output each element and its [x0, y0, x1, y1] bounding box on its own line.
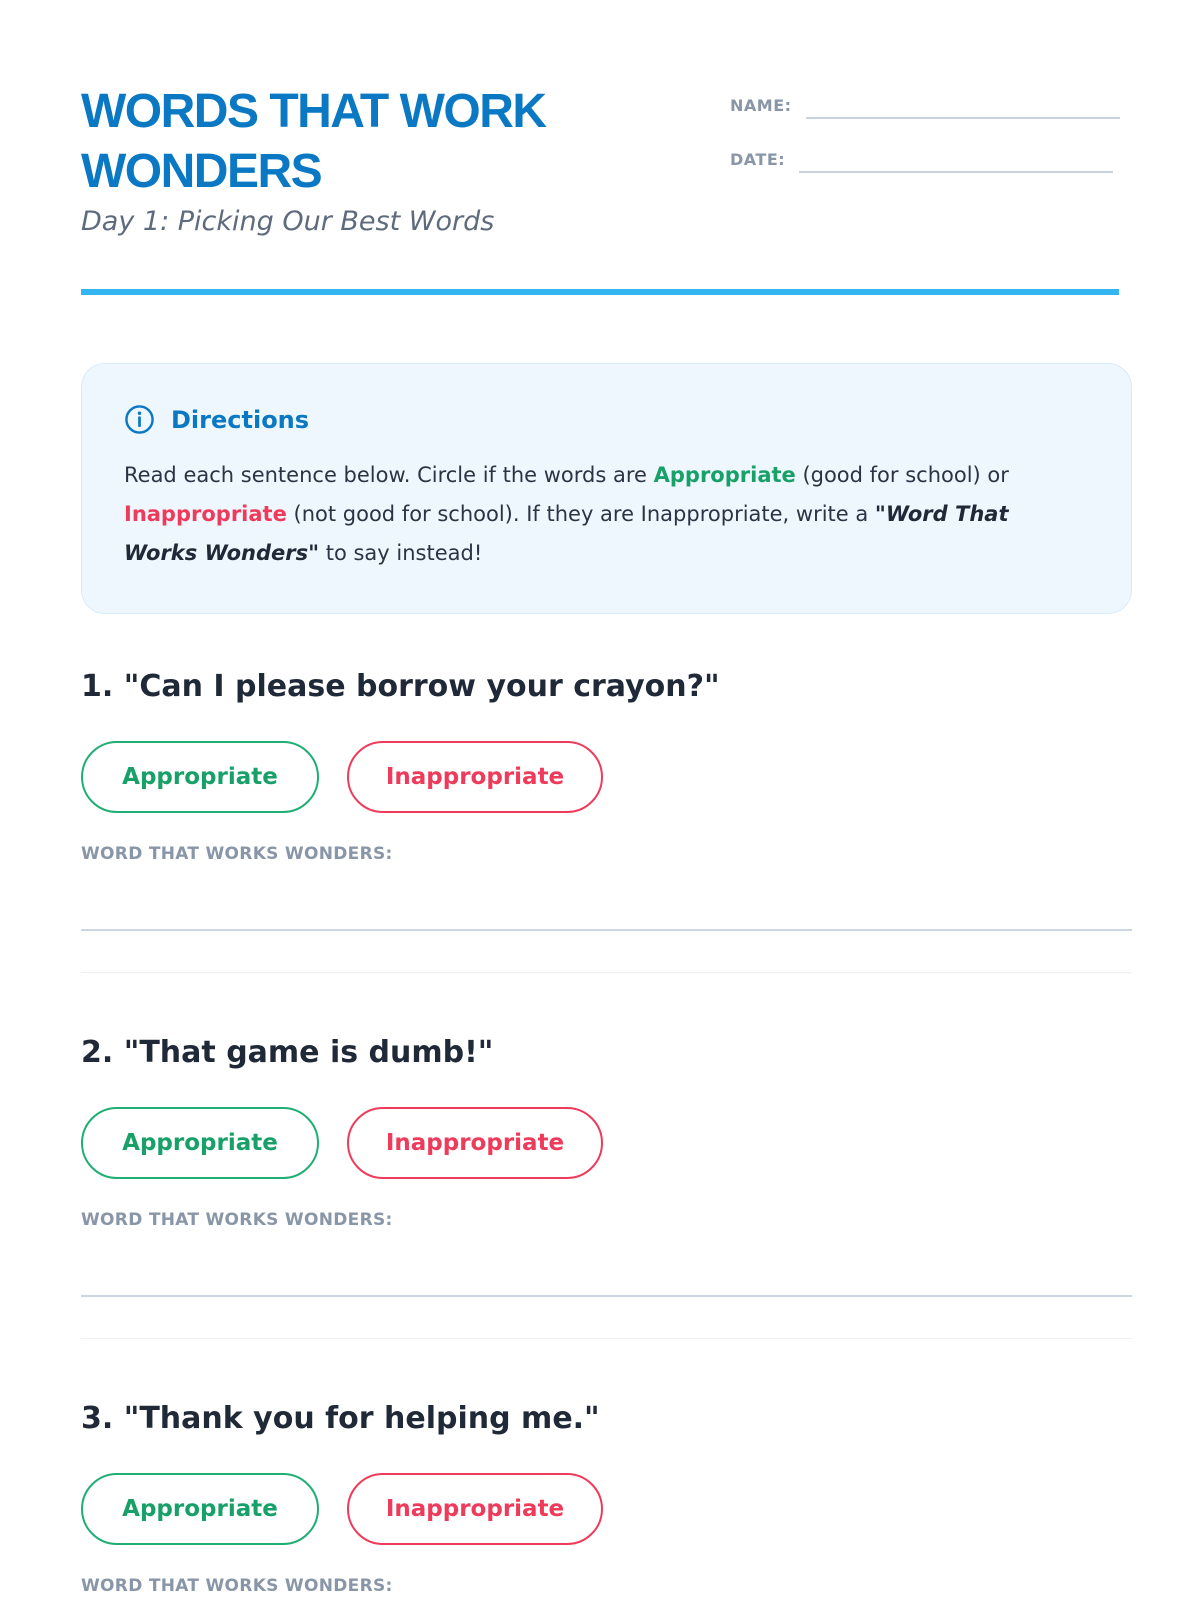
name-label: NAME:: [730, 96, 792, 115]
directions-text: [124, 456, 1089, 573]
inappropriate-button[interactable]: Inappropriate: [347, 1107, 603, 1179]
date-field[interactable]: [799, 171, 1113, 173]
answer-label: WORD THAT WORKS WONDERS:: [81, 1576, 393, 1596]
directions-text-part: (not good for school). If they are Inappropriate, write a: [286, 502, 875, 526]
question-text: 3. "Thank you for helping me.": [81, 1401, 600, 1436]
choice-group: [81, 1107, 1132, 1179]
appropriate-term: Appropriate: [653, 463, 796, 487]
choice-group: [81, 1473, 1132, 1545]
date-label: DATE:: [730, 150, 786, 169]
worksheet-header: [81, 0, 1119, 297]
student-info: [730, 88, 1120, 196]
appropriate-button[interactable]: Appropriate: [81, 1107, 319, 1179]
directions-heading: [124, 404, 1089, 435]
question-text: 1. "Can I please borrow your crayon?": [81, 669, 720, 704]
date-row: [730, 142, 1120, 175]
answer-field[interactable]: [81, 929, 1132, 931]
directions-text-part: to say instead!: [319, 541, 483, 565]
directions-text-part: (good for school) or: [795, 463, 1009, 487]
choice-group: [81, 741, 1132, 813]
appropriate-button[interactable]: Appropriate: [81, 1473, 319, 1545]
directions-box: [81, 363, 1132, 614]
page-subtitle: Day 1: Picking Our Best Words: [81, 206, 495, 237]
answer-label: WORD THAT WORKS WONDERS:: [81, 844, 393, 864]
question-item: [81, 1033, 1132, 1339]
question-text: 2. "That game is dumb!": [81, 1035, 494, 1070]
directions-text-part: Read each sentence below. Circle if the words are: [124, 463, 654, 487]
inappropriate-button[interactable]: Inappropriate: [347, 1473, 603, 1545]
appropriate-button[interactable]: Appropriate: [81, 741, 319, 813]
question-item: [81, 667, 1132, 973]
inappropriate-button[interactable]: Inappropriate: [347, 741, 603, 813]
name-row: [730, 88, 1120, 121]
word-that-works-wonders-term: "Word That Works Wonders": [124, 502, 1009, 565]
directions-title: Directions: [171, 405, 310, 434]
answer-label: WORD THAT WORKS WONDERS:: [81, 1210, 393, 1230]
info-icon: [124, 404, 155, 435]
answer-field[interactable]: [81, 1295, 1132, 1297]
question-separator: [81, 972, 1132, 973]
inappropriate-term: Inappropriate: [124, 502, 287, 526]
name-field[interactable]: [806, 117, 1120, 119]
page-title: WORDS THAT WORK WONDERS: [81, 85, 546, 198]
question-separator: [81, 1338, 1132, 1339]
question-item: [81, 1399, 1132, 1596]
header-divider: [81, 289, 1119, 295]
